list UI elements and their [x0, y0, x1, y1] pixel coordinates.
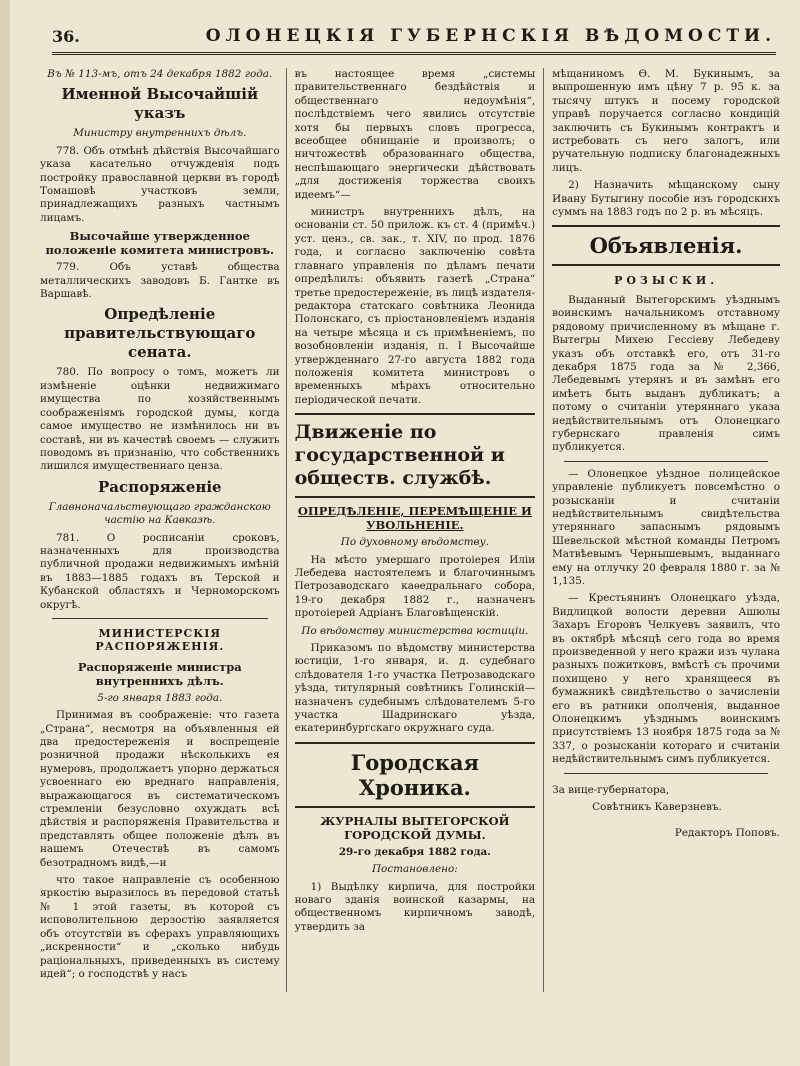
columns	[40, 68, 780, 992]
search-notice-2: — Олонецкое уѣздное полицейское управленіе публикуетъ повсемѣстно о розысканіи и считаніи недѣйствительнымъ свидѣтельства утеряннаго запаснымъ рядовымъ Шевельской мѣстной команды Петромъ Матвѣевымъ Чернышевымъ, выданнаго ему на отлучку 20 февраля 1880 г. за № 1,135.	[552, 467, 780, 587]
date-december: 29-го декабря 1882 года.	[338, 845, 491, 858]
heading-order: Распоряженіе	[97, 477, 222, 496]
search-notice-3: — Крестьянинъ Олонецкаго уѣзда, Видлицкой волости деревни Ашюлы Захаръ Егоровъ Челкуевъ заявилъ, что въ октябрѣ мѣсяцѣ сего года во время произведенной у него кражи изъ чулана разныхъ пожитковъ, вмѣстѣ съ прочими похищено у него хранящееся въ бумажникѣ свидѣтельство о зачисленіи его въ ратники ополченія, выданное Олонецкимъ уѣзднымъ воинскимъ присутствіемъ 13 ноября 1875 года за № 337, о розысканіи котораго и считаніи недѣйствительнымъ симъ публикуется.	[552, 592, 780, 766]
heading-searches: РОЗЫСКИ.	[614, 274, 719, 288]
subheading-justice: По вѣдомству министерства юстиціи.	[301, 624, 529, 637]
editor-signature: Редакторъ Поповъ.	[674, 826, 780, 839]
divider	[564, 773, 768, 774]
heading-service-movement: Движеніе по государственной и обществ. службѣ.	[294, 421, 505, 490]
addressee: Министру внутреннихъ дѣлъ.	[73, 127, 247, 140]
page-number: 36.	[52, 26, 80, 46]
dateline: Въ № 113-мъ, отъ 24 декабря 1882 года.	[47, 68, 273, 80]
page-edge-shadow	[0, 0, 10, 1066]
clergy-appointment: На мѣсто умершаго протоіерея Иліи Лебедева настоятелемъ и благочиннымъ Петрозаводскаго каѳедральнаго собора, 19-го декабря 1882 г., назначенъ протоіерей Адріанъ Благовѣщенскій.	[294, 553, 536, 620]
newspaper-title: ОЛОНЕЦКІЯ ГУБЕРНСКІЯ ВѢДОМОСТИ.	[205, 26, 776, 46]
signature-line-2: Совѣтникъ Каверзневъ.	[592, 801, 722, 814]
heading-announcements: Объявленія.	[589, 233, 743, 259]
resolution-2: 2) Назначить мѣщанскому сыну Ивану Бутыгину пособіе изъ городскихъ суммъ на 1883 годъ по 2 р. въ мѣсяцъ.	[552, 179, 780, 219]
divider	[295, 806, 536, 808]
heading-imperial-decree: Именной Высочайшій указъ	[61, 85, 259, 123]
heading-appointments: ОПРЕДѢЛЕНІЕ, ПЕРЕМѢЩЕНІЕ И УВОЛЬНЕНІЕ.	[297, 504, 532, 533]
signature-line-1: За вице-губернатора,	[552, 783, 670, 796]
column-2	[286, 68, 545, 992]
divider	[52, 618, 268, 619]
date-january: 5-го января 1883 года.	[97, 691, 223, 704]
divider	[552, 225, 780, 227]
heading-city-chronicle: Городская Хроника.	[350, 749, 479, 800]
heading-duma-journals: ЖУРНАЛЫ ВЫТЕГОРСКОЙ ГОРОДСКОЙ ДУМЫ.	[320, 813, 510, 842]
resolved-label: Постановлено:	[372, 863, 458, 876]
divider	[552, 264, 780, 266]
justice-appointment: Приказомъ по вѣдомству министерства юстиціи, 1-го января, и. д. судебнаго слѣдователя 1-го участка Петрозаводскаго уѣзда, титулярный совѣтникъ Голинскій—назначенъ судебнымъ слѣдователемъ 5-го участка Шадринскаго уѣзда, екатеринбургскаго окружнаго суда.	[294, 642, 536, 735]
divider	[564, 461, 768, 462]
divider	[295, 413, 536, 415]
heading-committee-regulation: Высочайше утвержденное положеніе комитета министровъ.	[45, 229, 275, 258]
divider	[295, 742, 536, 744]
resolution-1: 1) Выдѣлку кирпича, для постройки новаго зданія воинской казармы, на общественномъ кирпичномъ заводѣ, утвердить за	[294, 880, 536, 933]
continuation-2: министръ внутреннихъ дѣлъ, на основаніи ст. 50 прилож. къ ст. 4 (примѣч.) уст. ценз., св. зак., т. XIV, по прод. 1876 года, и согласно заключенію совѣта главнаго управленія по дѣламъ печати опредѣлилъ: объявить газетѣ „Страна“ третье предостереженіе, въ лицѣ издателя-редактора статскаго совѣтника Леонида Полонскаго, съ пріостановленіемъ изданія на четыре мѣсяца и съ примѣненіемъ, по возобновленіи изданія, п. I Высочайше утвержденнаго 27-го августа 1882 года положенія комитета министровъ о временныхъ мѣрахъ относительно періодической печати.	[294, 206, 536, 406]
continuation-3: мѣщаниномъ Ѳ. М. Букинымъ, за выпрошенную имъ цѣну 7 р. 95 к. за тысячу штукъ и посему городской управѣ поручается согласно кондицій заключить съ Букинымъ контрактъ и истребовать съ него залогъ, или ручательную подписку благонадежныхъ лицъ.	[552, 68, 780, 174]
item-779: 779. Объ уставѣ общества металлическихъ заводовъ Б. Гантке въ Варшавѣ.	[40, 261, 280, 301]
heading-ministerial-orders: МИНИСТЕРСКІЯ РАСПОРЯЖЕНІЯ.	[95, 626, 225, 654]
body-paragraph-2: что такое направленіе съ особенною яркостію выразилось въ передовой статьѣ № 1 этой газеты, въ которой съ исповолительною дерзостію заявляется объ отсутствіи въ сферахъ управляющихъ „искренности“ и „сколько нибудь раціональныхъ, приведенныхъ въ систему идей“; о господствѣ у насъ	[40, 874, 280, 980]
column-1	[40, 68, 286, 992]
caucasus-authority: Главноначальствующаго гражданскою частію на Кавказѣ.	[48, 500, 271, 527]
page-header	[52, 20, 776, 55]
divider	[295, 496, 536, 498]
item-778: 778. Объ отмѣнѣ дѣйствія Высочайшаго указа касательно отчужденія подъ постройку православной церкви въ городѣ Томашовѣ участковъ земли, принадлежащихъ разныхъ частнымъ лицамъ.	[40, 144, 280, 224]
heading-interior-minister-order: Распоряженіе министра внутреннихъ дѣлъ.	[77, 659, 242, 688]
item-780: 780. По вопросу о томъ, можетъ ли измѣненіе оцѣнки недвижимаго имущества по хозяйственнымъ соображеніямъ городской думы, когда самое имущество не измѣнилось ни въ составѣ, ни въ качествѣ своемъ — служить поводомъ въ признанію, что собственникъ лишился имущественнаго ценза.	[40, 366, 280, 473]
heading-senate: Опредѣленіе правительствующаго сената.	[64, 305, 256, 362]
item-781: 781. О росписаніи сроковъ, назначенныхъ для производства публичной продажи недвижимыхъ имѣній въ 1883—1885 годахъ въ Терской и Кубанской областяхъ и Черноморскомъ округѣ.	[40, 531, 280, 611]
column-3	[544, 68, 780, 992]
body-paragraph-1: Принимая въ соображеніе: что газета „Страна“, несмотря на объявленныя ей два предостереженія и воспрещеніе розничной продажи нѣсколькихъ ея нумеровъ, продолжаетъ упорно держаться усвоеннаго ею вреднаго направленія, выражающагося въ систематическомъ стремленіи безусловно охуждать всѣ дѣйствія и распоряженія Правительства и представлять общее положеніе дѣлъ въ нашемъ Отечествѣ въ самомъ безотрадномъ видѣ,—и	[40, 709, 280, 869]
subheading-clergy: По духовному вѣдомству.	[340, 536, 489, 549]
continuation-1: въ настоящее время „системы правительственнаго бездѣйствія и общественнаго недоумѣнія“, послѣдствіемъ чего явились отсутствіе хотя бы первыхъ словъ прогресса, всеобщее обнищаніе и произволъ; о ничтожествѣ образованнаго общества, неспѣшающаго энергически дѣйствовать „для достиженія торжества своихъ идеемъ“—	[294, 68, 536, 201]
search-notice-1: Выданный Вытегорскимъ уѣзднымъ воинскимъ начальникомъ отставному рядовому причисленному въ мѣщане г. Вытегры Михею Гессіеву Лебедеву указъ объ отставкѣ его, отъ 31-го декабря 1875 года за № 2,366, Лебедевымъ утерянъ и въ замѣнъ его имѣетъ быть выданъ дубликатъ; а потому о считаніи утеряннаго указа недѣйствительнымъ отъ Олонецкаго губернскаго правленія симъ публикуется.	[552, 293, 780, 454]
